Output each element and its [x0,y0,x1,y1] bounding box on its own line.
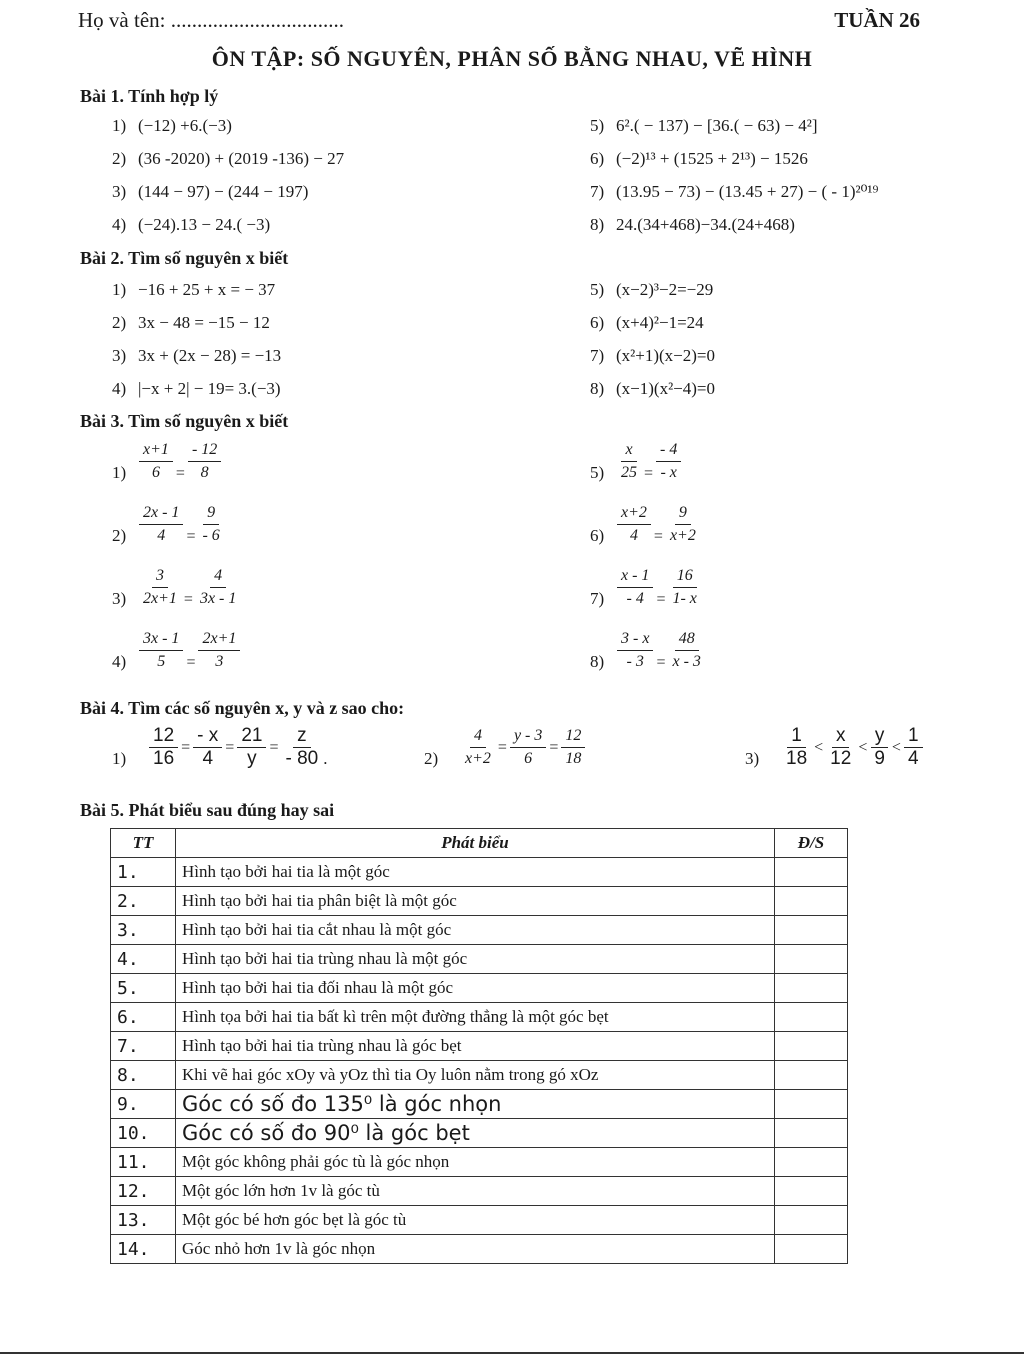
expression: 3x − 48 = −15 − 12 [138,313,270,332]
equals-sign: = [656,654,666,671]
denominator: 16 [153,748,175,769]
bai2-item [590,346,715,366]
bai3-item [590,566,702,609]
equals-sign: = [656,591,666,608]
row-number: 1. [111,858,176,887]
true-false-table [110,828,848,1264]
statement-text: Một góc bé hơn góc bẹt là góc tù [176,1206,775,1235]
bai4-heading: Bài 4. Tìm các số nguyên x, y và z sao cho: [80,698,405,718]
equals-sign: = [186,654,196,671]
equals-sign: = [549,739,559,756]
bai2-item [590,379,715,399]
statement-text: Hình tạo bởi hai tia cắt nhau là một góc [176,916,775,945]
item-number: 3) [112,589,127,608]
item-number: 1) [112,463,127,482]
numerator: 4 [210,566,226,588]
expression: (x−2)³−2=−29 [616,280,714,299]
bai4-p2 [424,726,586,769]
numerator: 4 [470,726,486,748]
expression: |−x + 2| − 19= 3.(−3) [138,379,281,398]
item-number: 5) [590,280,605,299]
row-number: 8. [111,1061,176,1090]
header-answer: Đ/S [775,829,848,858]
item-number: 2) [112,149,127,168]
denominator: 4 [157,527,166,544]
student-name-line: Họ và tên: ................................. [78,8,344,32]
row-number: 2. [111,887,176,916]
row-number: 14. [111,1235,176,1264]
item-number: 6) [590,149,605,168]
equals-sign: = [175,465,185,482]
item-number: 8) [590,379,605,398]
denominator: 25 [621,464,637,481]
denominator: - x [660,464,677,481]
denominator: 5 [157,653,166,670]
statement-text: Góc có số đo 135⁰ là góc nhọn [176,1090,775,1119]
denominator: x+2 [669,527,696,544]
answer-cell[interactable] [775,1032,848,1061]
statement-text: Góc nhỏ hơn 1v là góc nhọn [176,1235,775,1264]
bai4-p1 [112,726,327,769]
bai2-item [112,379,281,399]
bai1-item [112,182,308,202]
expression: (13.95 − 73) − (13.45 + 27) − ( - 1)²⁰¹⁹ [616,182,879,201]
item-number: 4) [112,379,127,398]
expression: 3x + (2x − 28) = −13 [138,346,282,365]
bai1-item [590,116,818,136]
item-number: 4) [112,215,127,234]
bai1-heading: Bài 1. Tính hợp lý [80,86,219,106]
statement-text: Hình tạo bởi hai tia trùng nhau là một góc [176,945,775,974]
answer-cell[interactable] [775,1206,848,1235]
week-label: TUẦN 26 [834,8,920,32]
less-than-sign: < [814,739,824,756]
denominator: 18 [786,748,808,769]
less-than-sign: < [891,739,901,756]
numerator: z [293,726,311,748]
denominator: 8 [200,464,209,481]
statement-text: Một góc lớn hơn 1v là góc tù [176,1177,775,1206]
expression: (36 -2020) + (2019 -136) − 27 [138,149,345,168]
item-number: 1) [112,749,127,768]
denominator: 12 [830,748,852,769]
expression: (x−1)(x²−4)=0 [616,379,716,398]
fraction [666,503,700,546]
fraction [139,503,183,546]
fraction [617,440,641,483]
table-header-row [111,829,848,858]
item-number: 5) [590,463,605,482]
numerator: 3 - x [617,629,653,651]
numerator: 21 [237,726,266,748]
fraction [139,566,181,609]
row-number: 4. [111,945,176,974]
table-row [111,1177,848,1206]
row-number: 5. [111,974,176,1003]
fraction [617,566,653,609]
expression: 24.(34+468)−34.(24+468) [616,215,795,234]
table-row [111,916,848,945]
answer-cell[interactable] [775,1090,848,1119]
equals-sign: = [653,528,663,545]
fraction [561,726,585,769]
less-than-sign: < [858,739,868,756]
fraction [196,566,240,609]
expression: (−12) +6.(−3) [138,116,232,135]
bai3-item [590,503,701,546]
denominator: 9 [874,748,885,769]
item-number: 1) [112,116,127,135]
header-tt: TT [111,829,176,858]
fraction [668,629,704,672]
bai1-item [590,215,795,235]
answer-cell[interactable] [775,887,848,916]
item-number: 8) [590,652,605,671]
answer-cell[interactable] [775,1119,848,1148]
answer-cell[interactable] [775,974,848,1003]
equals-sign: = [183,591,193,608]
numerator: 9 [203,503,219,525]
numerator: x [621,440,636,462]
statement-text: Một góc không phải góc tù là góc nhọn [176,1148,775,1177]
denominator: 4 [629,527,638,544]
table-row [111,1061,848,1090]
numerator: y [871,726,889,748]
numerator: - 4 [656,440,681,462]
bai3-item [112,566,241,609]
bai2-item [112,346,281,366]
item-number: 6) [590,313,605,332]
table-row [111,1206,848,1235]
expression: (144 − 97) − (244 − 197) [138,182,309,201]
item-number: 2) [112,313,127,332]
row-number: 12. [111,1177,176,1206]
numerator: 48 [675,629,699,651]
item-number: 2) [112,526,127,545]
fraction [188,440,221,483]
item-number: 3) [112,346,127,365]
table-row [111,1003,848,1032]
bai3-heading: Bài 3. Tìm số nguyên x biết [80,411,289,431]
row-number: 10. [111,1119,176,1148]
numerator: 2x+1 [198,629,240,651]
equals-sign: = [269,739,279,756]
table-row [111,974,848,1003]
fraction [198,629,240,672]
numerator: 1 [787,726,806,748]
denominator: 4 [907,748,919,769]
table-row [111,1148,848,1177]
denominator: 18 [565,750,582,767]
denominator: 1- x [672,590,697,607]
statement-text: Hình tạo bởi hai tia phân biệt là một góc [176,887,775,916]
statement-text: Hình tạo bởi hai tia là một góc [176,858,775,887]
numerator: 1 [904,726,923,748]
bai1-item [590,149,808,169]
bai3-item [590,629,706,672]
row-number: 13. [111,1206,176,1235]
row-number: 7. [111,1032,176,1061]
fraction [139,629,183,672]
equals-sign: = [225,739,235,756]
item-number: 7) [590,346,605,365]
bai4-p3 [745,726,924,769]
item-number: 7) [590,182,605,201]
expression: 6².( − 137) − [36.( − 63) − 4²] [616,116,818,135]
statement-text: Khi vẽ hai góc xOy và yOz thì tia Oy luôn nằm trong gó xOz [176,1061,775,1090]
fraction [139,440,173,483]
numerator: 3 [152,566,168,588]
equals-sign: = [186,528,196,545]
answer-cell[interactable] [775,945,848,974]
table-row [111,1119,848,1148]
bai1-item [112,149,344,169]
table-row [111,945,848,974]
table-row [111,1090,848,1119]
equals-sign: = [644,465,654,482]
fraction [656,440,681,483]
item-number: 7) [590,589,605,608]
bottom-edge-line [0,1352,1024,1354]
expression: −16 + 25 + x = − 37 [138,280,276,299]
denominator: 4 [202,748,214,769]
numerator: x+1 [139,440,173,462]
denominator: 6 [151,464,160,481]
fraction [870,726,889,769]
table-row [111,887,848,916]
denominator: - 80 [285,748,319,769]
expression: (x+4)²−1=24 [616,313,704,332]
item-number: 3) [745,749,760,768]
numerator: 12 [561,726,585,748]
numerator: 2x - 1 [139,503,183,525]
answer-cell[interactable] [775,1235,848,1264]
answer-cell[interactable] [775,916,848,945]
bai2-item [112,280,275,300]
fraction [193,726,222,769]
fraction [904,726,923,769]
bai3-item [112,629,241,672]
bai3-item [112,440,222,483]
fraction [617,503,651,546]
numerator: - 12 [188,440,221,462]
item-number: 4) [112,652,127,671]
denominator: y [247,748,257,769]
page-title: ÔN TẬP: SỐ NGUYÊN, PHÂN SỐ BẰNG NHAU, VẼ HÌNH [211,46,813,71]
answer-cell[interactable] [775,858,848,887]
item-number: 8) [590,215,605,234]
bai5-heading: Bài 5. Phát biểu sau đúng hay sai [80,800,335,820]
fraction [617,629,653,672]
fraction [149,726,178,769]
statement-text: Góc có số đo 90⁰ là góc bẹt [176,1119,775,1148]
row-number: 11. [111,1148,176,1177]
denominator: - 6 [202,527,220,544]
table-row [111,1235,848,1264]
fraction [461,726,495,769]
numerator: x [832,726,850,748]
row-number: 3. [111,916,176,945]
denominator: x - 3 [672,653,701,670]
bai3-item [112,503,225,546]
denominator: - 4 [626,590,644,607]
denominator: 3x - 1 [199,590,237,607]
fraction [668,566,700,609]
fraction [510,726,546,769]
answer-cell[interactable] [775,1177,848,1206]
denominator: 3 [215,653,224,670]
denominator: x+2 [465,750,491,767]
numerator: x - 1 [617,566,653,588]
fraction [826,726,855,769]
item-number: 3) [112,182,127,201]
period: . [323,749,328,768]
denominator: 2x+1 [143,590,177,607]
fraction [237,726,266,769]
numerator: 16 [673,566,697,588]
bai2-item [590,280,713,300]
bai3-item [590,440,682,483]
item-number: 5) [590,116,605,135]
table-row [111,858,848,887]
expression: (x²+1)(x−2)=0 [616,346,716,365]
denominator: 6 [524,750,533,767]
fraction [281,726,322,769]
bai2-item [590,313,704,333]
answer-cell[interactable] [775,1148,848,1177]
statement-text: Hình tạo bởi hai tia đối nhau là một góc [176,974,775,1003]
table-row [111,1032,848,1061]
item-number: 2) [424,749,439,768]
equals-sign: = [181,739,191,756]
header-statement: Phát biểu [176,829,775,858]
statement-text: Hình tạo bởi hai tia trùng nhau là góc bẹt [176,1032,775,1061]
expression: (−2)¹³ + (1525 + 2¹³) − 1526 [616,149,808,168]
bai2-item [112,313,270,333]
statement-text: Hình tọa bởi hai tia bất kì trên một đường thẳng là một góc bẹt [176,1003,775,1032]
numerator: 9 [675,503,691,525]
row-number: 6. [111,1003,176,1032]
bai1-item [590,182,878,202]
bai2-heading: Bài 2. Tìm số nguyên x biết [80,248,289,268]
numerator: - x [193,726,222,748]
equals-sign: = [497,739,507,756]
denominator: - 3 [626,653,644,670]
fraction [782,726,811,769]
numerator: 12 [149,726,178,748]
numerator: 3x - 1 [139,629,183,651]
item-number: 1) [112,280,127,299]
numerator: x+2 [617,503,651,525]
answer-cell[interactable] [775,1061,848,1090]
fraction [198,503,223,546]
bai1-item [112,116,232,136]
item-number: 6) [590,526,605,545]
expression: (−24).13 − 24.( −3) [138,215,271,234]
answer-cell[interactable] [775,1003,848,1032]
row-number: 9. [111,1090,176,1119]
bai1-item [112,215,270,235]
numerator: y - 3 [510,726,546,748]
